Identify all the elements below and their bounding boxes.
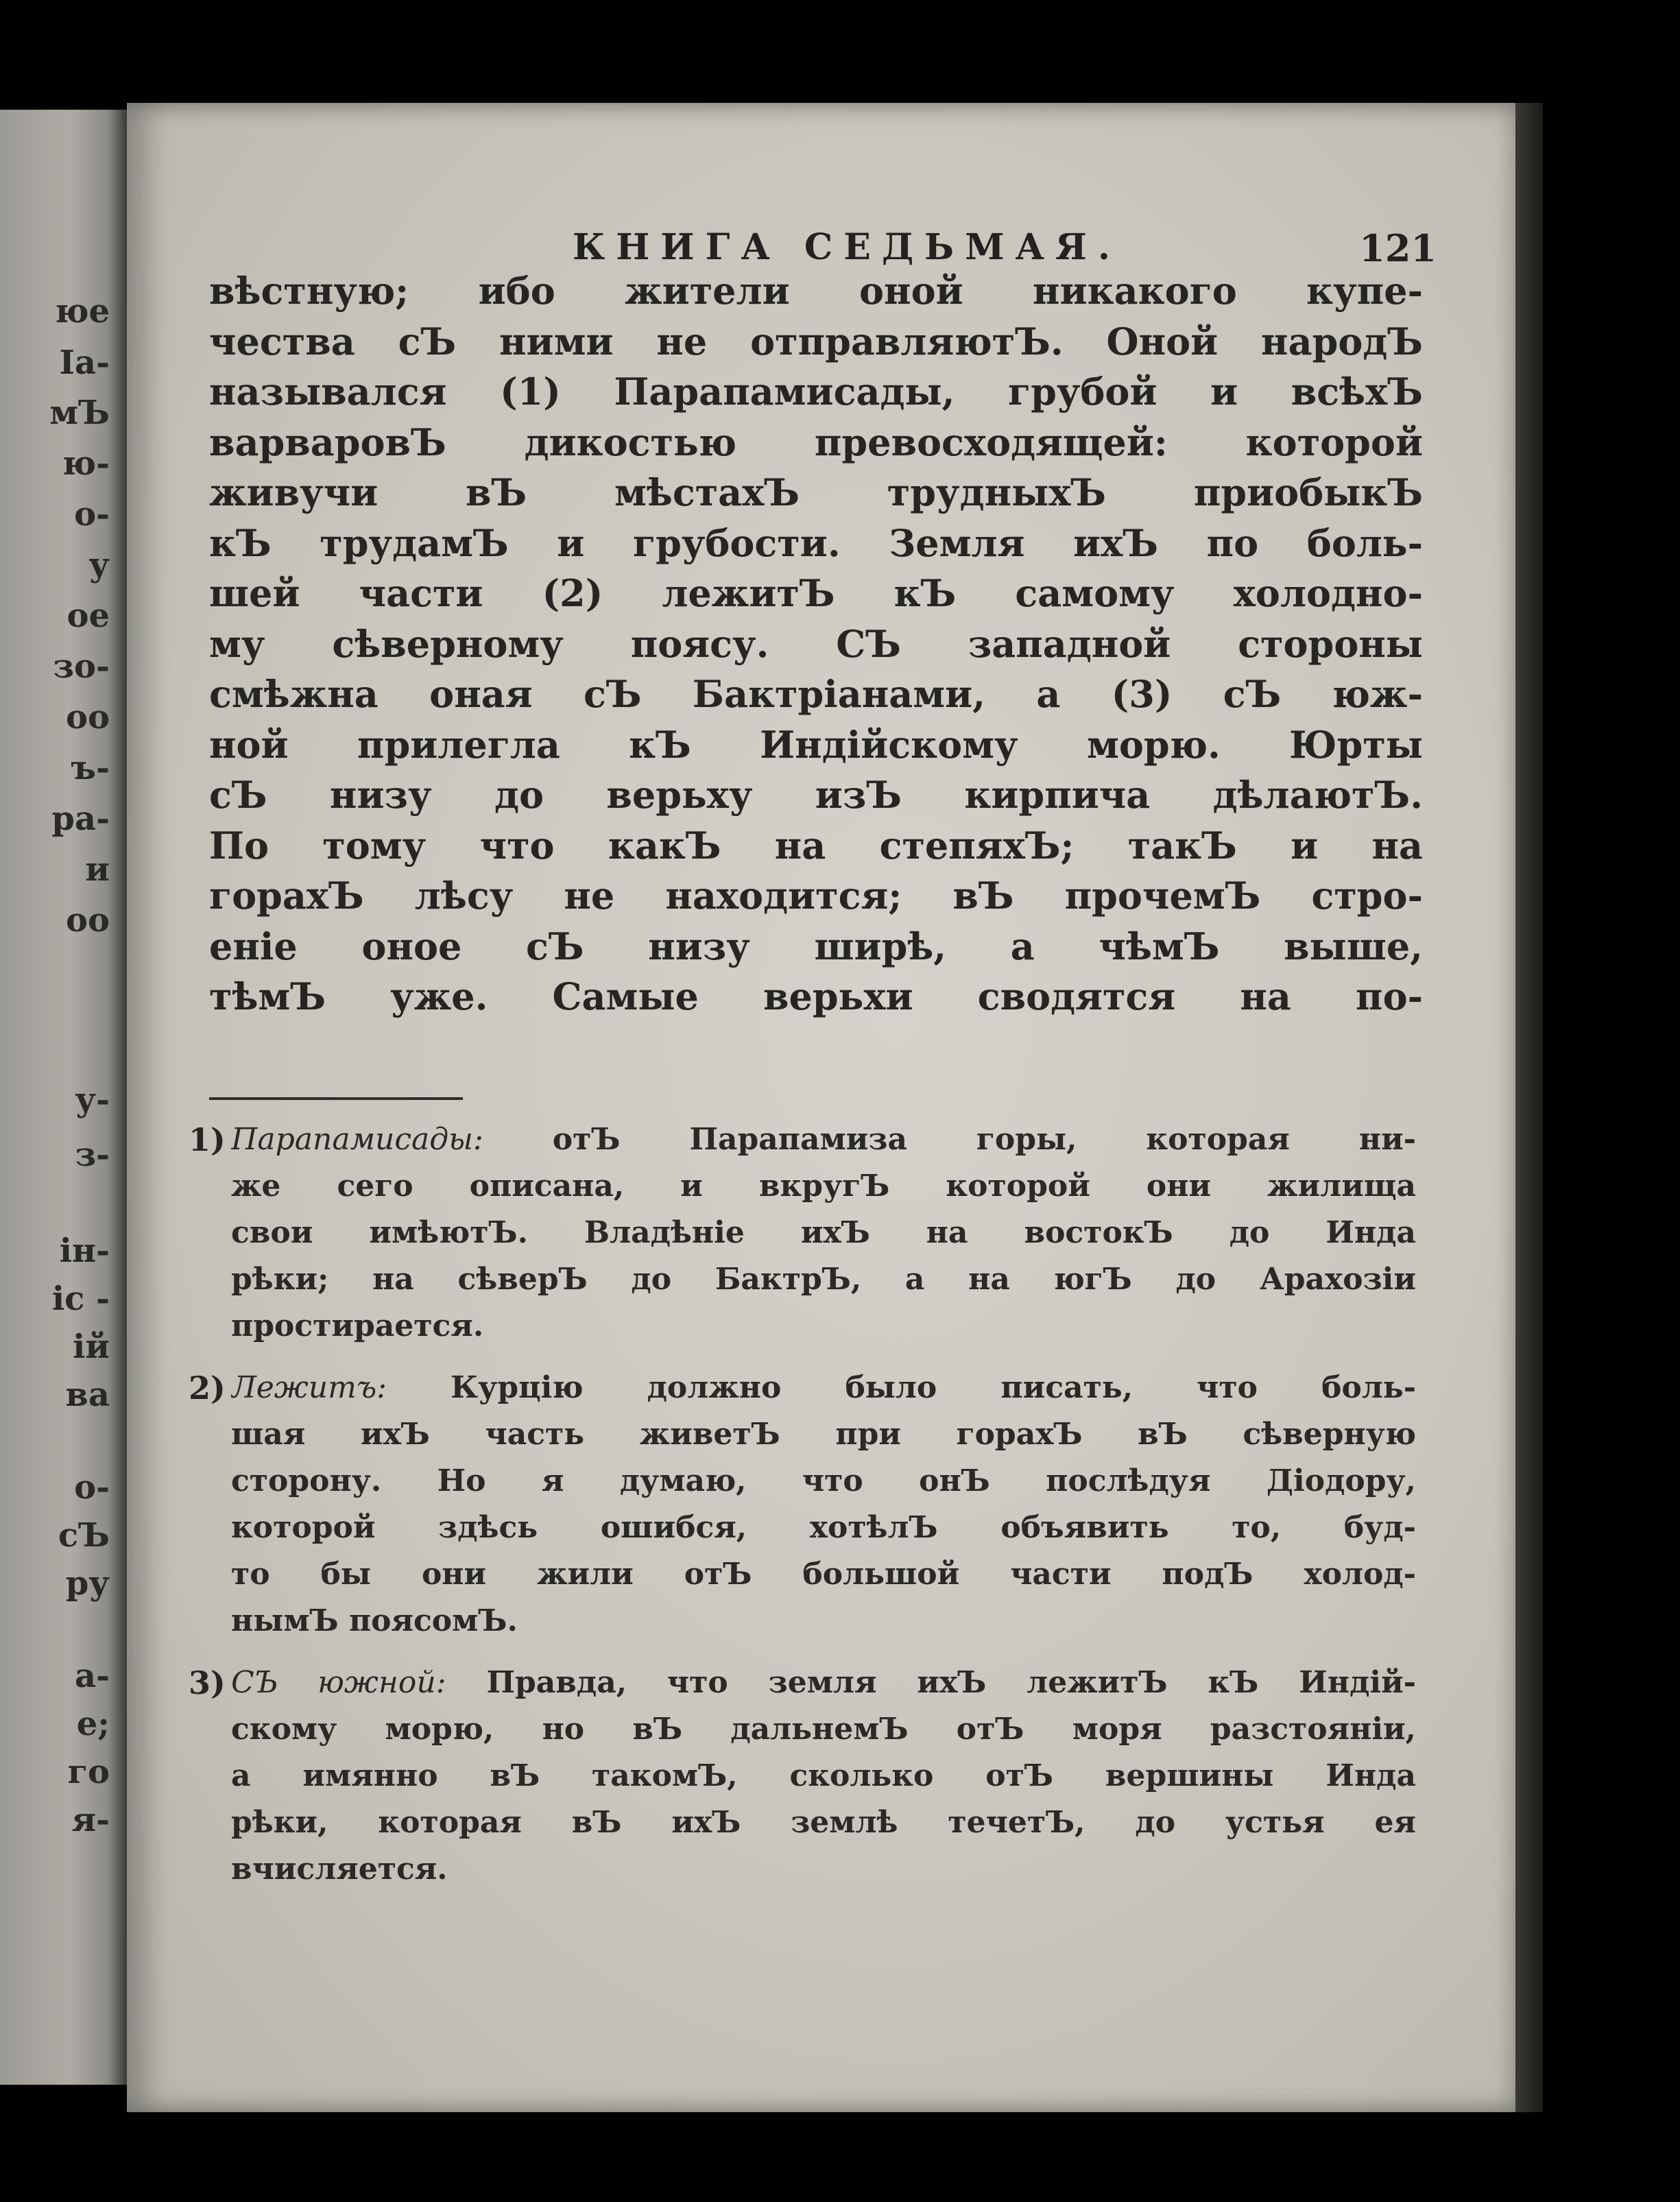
left-page-fragment: ва — [65, 1376, 110, 1414]
left-page-fragment: ру — [65, 1564, 110, 1603]
left-page-fragment: сЪ — [58, 1516, 110, 1555]
footnote-line: которой здѣсь ошибся, хотѣлЪ объявить то, буд- — [231, 1510, 1416, 1545]
text-line: му сѣверному поясу. СЪ западной стороны — [209, 621, 1423, 666]
left-page-fragment: я- — [71, 1801, 110, 1839]
text-line: горахЪ лѣсу не находится; вЪ прочемЪ стро- — [209, 874, 1423, 918]
footnote-text: Правда, что земля ихЪ лежитЪ кЪ Индій- — [486, 1665, 1416, 1700]
left-facing-page — [0, 110, 127, 2085]
footnote-marker: 2) — [189, 1369, 226, 1407]
main-text — [209, 266, 1423, 1022]
footnote-2 — [189, 1365, 1416, 1644]
footnote-separator — [209, 1097, 463, 1100]
footnote-term: Лежитъ: — [231, 1370, 387, 1405]
left-page-fragment: ра- — [51, 800, 110, 838]
footnote-line: рѣки; на сѣверЪ до БактрЪ, а на югЪ до Арахозіи — [231, 1262, 1416, 1297]
left-page-fragment: ін- — [59, 1232, 110, 1270]
footnote-line: шая ихЪ часть живетЪ при горахЪ вЪ сѣверную — [231, 1417, 1416, 1452]
text-line: еніе оное сЪ низу ширѣ, а чѣмЪ выше, — [209, 924, 1423, 968]
footnote-line: сторону. Но я думаю, что онЪ послѣдуя Діодору, — [231, 1463, 1416, 1498]
left-page-fragment: го — [67, 1753, 110, 1791]
footnote-marker: 1) — [189, 1121, 226, 1158]
left-page-fragment: у — [88, 546, 110, 584]
text-line: варваровЪ дикостью превосходящей: которой — [209, 420, 1423, 464]
page-edge-shadow — [1515, 103, 1543, 2112]
left-page-fragment: ю- — [62, 444, 110, 483]
footnotes — [189, 1116, 1416, 1908]
left-page-fragment: е; — [76, 1705, 110, 1743]
left-page-fragment: мЪ — [49, 394, 110, 432]
footnote-line: нымЪ поясомЪ. — [231, 1603, 518, 1638]
footnote-line — [231, 1660, 1416, 1706]
left-page-fragment: зо- — [53, 647, 110, 686]
footnote-line — [231, 1365, 1416, 1411]
left-page-fragment: о- — [74, 495, 110, 534]
text-line: живучи вЪ мѣстахЪ трудныхЪ приобыкЪ — [209, 470, 1423, 514]
text-line: смѣжна оная сЪ Бактріанами, а (3) сЪ юж- — [209, 672, 1423, 716]
text-line: ной прилегла кЪ Индійскому морю. Юрты — [209, 722, 1423, 767]
footnote-marker: 3) — [189, 1664, 226, 1701]
running-head: КНИГА СЕДЬМАЯ. — [573, 226, 1121, 268]
footnote-term: СЪ южной: — [231, 1665, 446, 1700]
footnote-line: вчисляется. — [231, 1852, 448, 1887]
left-page-fragment: ое — [67, 597, 110, 635]
footnote-line: рѣки, которая вЪ ихЪ землѣ течетЪ, до устья ея — [231, 1805, 1416, 1840]
left-page-fragment: ій — [73, 1328, 110, 1366]
footnote-line: свои имѣютЪ. Владѣніе ихЪ на востокЪ до Инда — [231, 1215, 1416, 1250]
text-line: чества сЪ ними не отправляютЪ. Оной народЪ — [209, 319, 1423, 363]
text-line: шей части (2) лежитЪ кЪ самому холодно- — [209, 571, 1423, 615]
left-page-fragment: и — [85, 850, 110, 889]
left-page-fragment: іс - — [51, 1280, 110, 1318]
left-page-fragment: юе — [55, 292, 110, 331]
left-page-fragment: оо — [65, 901, 110, 940]
footnote-line: а имянно вЪ такомЪ, сколько отЪ вершины Инда — [231, 1758, 1416, 1793]
text-line: тѣмЪ уже. Самые верьхи сводятся на по- — [209, 974, 1423, 1018]
left-page-fragment: Іа- — [59, 344, 110, 382]
footnote-3 — [189, 1660, 1416, 1893]
footnote-text: отЪ Парапамиза горы, которая ни- — [552, 1122, 1416, 1157]
page-number: 121 — [1359, 226, 1437, 270]
footnote-1 — [189, 1116, 1416, 1350]
footnote-line: скому морю, но вЪ дальнемЪ отЪ моря разстояніи, — [231, 1712, 1416, 1747]
footnote-line — [231, 1116, 1416, 1163]
footnote-line: то бы они жили отЪ большой части подЪ холод- — [231, 1557, 1416, 1592]
footnote-line: же сего описана, и вкругЪ которой они жилища — [231, 1169, 1416, 1204]
text-line: сЪ низу до верьху изЪ кирпича дѣлаютЪ. — [209, 773, 1423, 817]
left-page-fragment: з- — [75, 1136, 110, 1174]
footnote-term: Парапамисады: — [231, 1122, 483, 1157]
text-line: назывался (1) Парапамисады, грубой и всѣхЪ — [209, 370, 1423, 414]
text-line: кЪ трудамЪ и грубости. Земля ихЪ по боль- — [209, 520, 1423, 565]
footnote-text: Курцію должно было писать, что боль- — [451, 1370, 1416, 1405]
left-page-fragment: ъ- — [71, 749, 110, 787]
text-line: вѣстную; ибо жители оной никакого купе- — [209, 269, 1423, 313]
left-page-fragment: у- — [75, 1081, 110, 1119]
left-page-fragment: о- — [74, 1468, 110, 1507]
left-page-fragment: а- — [74, 1657, 110, 1695]
left-page-fragment: оо — [65, 698, 110, 737]
book-page — [127, 103, 1526, 2112]
text-line: По тому что какЪ на степяхЪ; такЪ и на — [209, 823, 1423, 867]
footnote-line: простирается. — [231, 1308, 484, 1343]
